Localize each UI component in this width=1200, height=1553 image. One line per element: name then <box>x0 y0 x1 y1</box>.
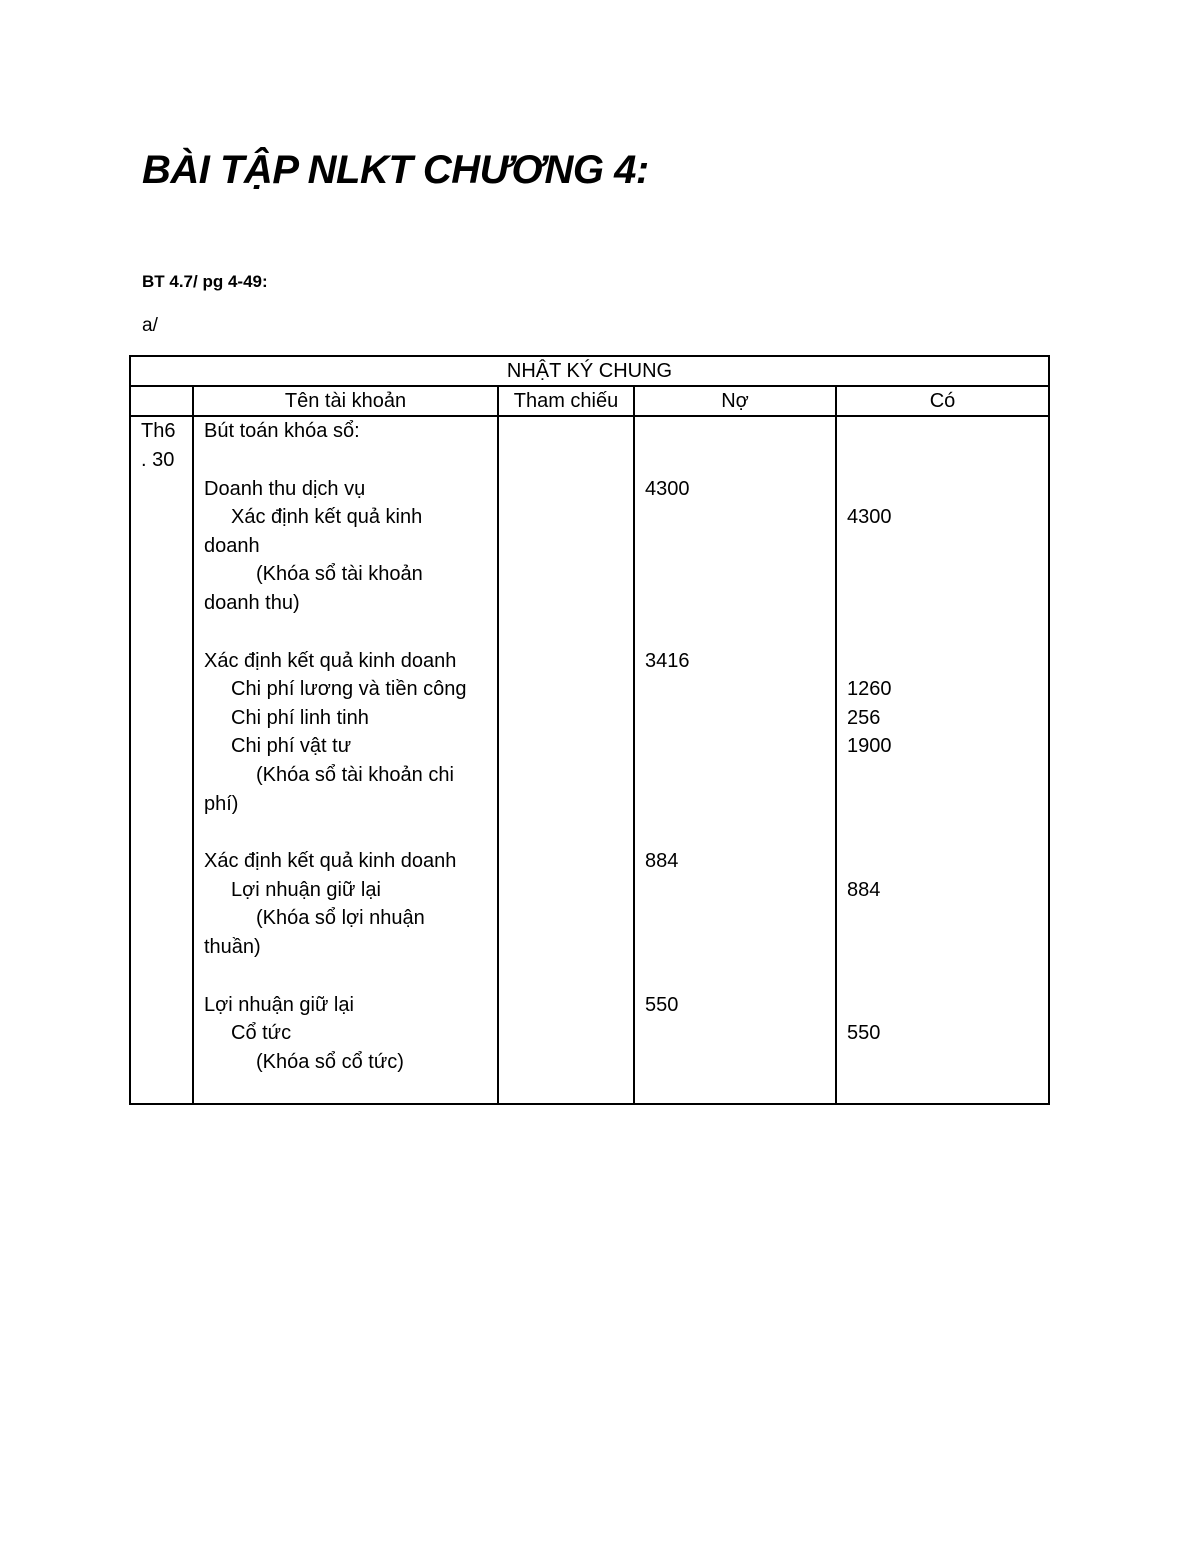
entry-3-debit-amount: 884 <box>645 850 679 873</box>
journal-caption-row <box>130 356 1049 386</box>
entry-3-note-cont: thuần) <box>204 935 261 958</box>
entry-2-credit-account-3: Chi phí vật tư <box>231 735 352 758</box>
journal-caption: NHẬT KÝ CHUNG <box>130 356 1049 386</box>
entry-4-debit-account: Lợi nhuận giữ lại <box>204 993 354 1016</box>
entry-4-debit-amount: 550 <box>645 993 679 1016</box>
entry-3-note: (Khóa sổ lợi nhuận <box>256 907 425 930</box>
closing-entries-heading: Bút toán khóa sổ: <box>204 420 360 442</box>
entry-2-note-cont: phí) <box>204 792 239 815</box>
date-line-1: Th6 <box>141 420 176 442</box>
entry-1-debit-amount: 4300 <box>645 477 690 500</box>
date-cell <box>130 416 193 1104</box>
entry-2-credit-amount-3: 1900 <box>847 735 892 758</box>
entry-1-credit-account-cont: doanh <box>204 534 260 557</box>
entry-2-debit-account: Xác định kết quả kinh doanh <box>204 649 457 672</box>
entry-2-credit-amount-1: 1260 <box>847 678 892 701</box>
entry-1-debit-account: Doanh thu dịch vụ <box>204 477 366 500</box>
entry-4-credit-account: Cổ tức <box>231 1022 292 1045</box>
header-credit: Có <box>836 386 1049 416</box>
entry-1-credit-amount: 4300 <box>847 506 892 529</box>
entry-3-debit-account: Xác định kết quả kinh doanh <box>204 850 457 873</box>
exercise-reference: BT 4.7/ pg 4-49: <box>142 272 268 291</box>
header-date <box>130 386 193 416</box>
journal-body-row <box>130 416 1049 1104</box>
entry-1-note-cont: doanh thu) <box>204 591 300 614</box>
entry-1-credit-account: Xác định kết quả kinh <box>231 506 423 529</box>
entry-3-credit-amount: 884 <box>847 878 881 901</box>
date-line-2: . 30 <box>141 448 175 471</box>
entry-2-note: (Khóa sổ tài khoản chi <box>256 763 454 786</box>
header-reference: Tham chiếu <box>498 386 634 416</box>
account-name-cell <box>193 416 498 1104</box>
entry-2-credit-account-2: Chi phí linh tinh <box>231 706 369 729</box>
part-label: a/ <box>142 315 158 336</box>
journal-header-row <box>130 386 1049 416</box>
entry-4-credit-amount: 550 <box>847 1022 881 1045</box>
general-journal-table <box>129 355 1050 1105</box>
credit-cell <box>836 416 1049 1104</box>
entry-2-credit-account-1: Chi phí lương và tiền công <box>231 678 467 701</box>
entry-4-note: (Khóa sổ cổ tức) <box>256 1050 404 1073</box>
header-debit: Nợ <box>634 386 836 416</box>
page-title: BÀI TẬP NLKT CHƯƠNG 4: <box>142 148 649 192</box>
header-account-name: Tên tài khoản <box>193 386 498 416</box>
entry-2-credit-amount-2: 256 <box>847 706 881 729</box>
entry-1-note: (Khóa sổ tài khoản <box>256 563 423 586</box>
entry-3-credit-account: Lợi nhuận giữ lại <box>231 878 381 901</box>
entry-2-debit-amount: 3416 <box>645 649 690 672</box>
debit-cell <box>634 416 836 1104</box>
reference-cell <box>498 416 634 1104</box>
